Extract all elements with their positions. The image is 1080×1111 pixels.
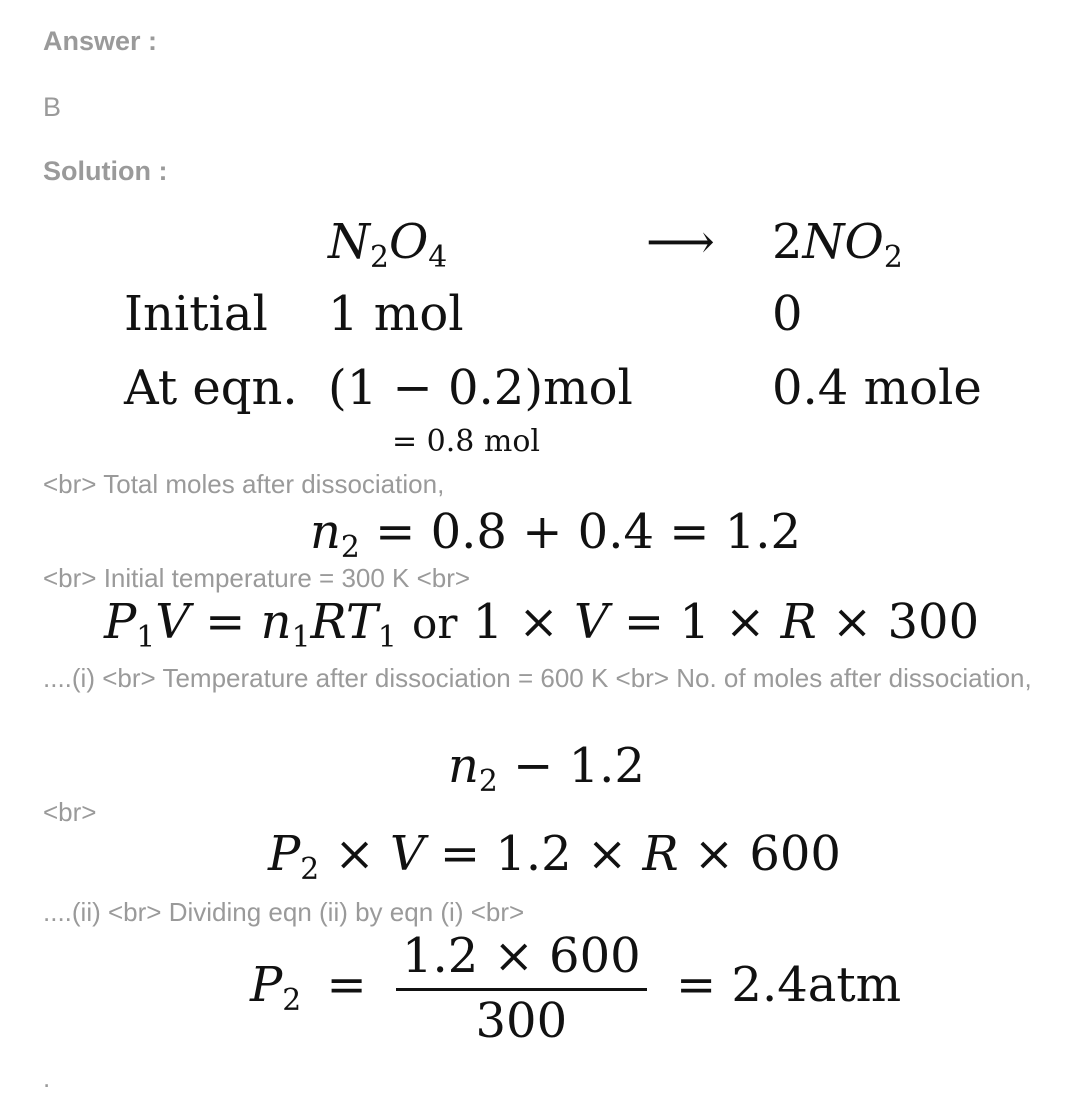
- reaction-arrow: ⟶: [646, 214, 715, 270]
- solution-label: Solution :: [43, 156, 168, 186]
- equation-ideal-gas-2: $P_2 \times V = 1.2 \times R \times 600$: [268, 826, 841, 887]
- initial-product: 0: [772, 286, 803, 342]
- equation-moles-repeat: $n_2 - 1.2$: [448, 738, 645, 799]
- equilibrium-reactant-note: = 0.8 mol: [392, 424, 541, 459]
- answer-value: B: [43, 92, 62, 122]
- answer-label: Answer :: [43, 26, 158, 56]
- note-initial-temperature: <br> Initial temperature = 300 K <br>: [43, 563, 471, 593]
- final-dot: .: [43, 1063, 51, 1093]
- note-dividing-equations: ....(ii) <br> Dividing eqn (ii) by eqn (i) <br>: [43, 897, 525, 927]
- note-line-break: <br>: [43, 797, 97, 827]
- equation-ideal-gas-1: $P_1V = n_1RT_1$ or 1 × V = 1 × R × 300: [104, 594, 980, 655]
- note-after-dissociation: ....(i) <br> Temperature after dissociation = 600 K <br> No. of moles after dissociation,: [43, 663, 1032, 693]
- fraction-denominator: 300: [475, 993, 568, 1049]
- equilibrium-product: 0.4 mole: [772, 360, 982, 416]
- fraction-numerator: 1.2 × 600: [396, 928, 647, 991]
- initial-reactant: 1 mol: [328, 286, 464, 342]
- equilibrium-row-label: At eqn.: [124, 360, 298, 416]
- equation-final-pressure: $P_2$ = $\frac{1.2 \times 600}{300}$ = 2.4atm: [250, 928, 902, 1049]
- equation-total-moles: $n_2 = 0.8 + 0.4 = 1.2$: [310, 504, 802, 565]
- equilibrium-reactant: (1 − 0.2)mol: [328, 360, 633, 416]
- reactant-formula: $N_2O_4$: [328, 214, 448, 275]
- initial-row-label: Initial: [124, 286, 268, 342]
- product-formula: $2NO_2$: [772, 214, 903, 275]
- pressure-fraction: [396, 928, 647, 1049]
- note-total-moles: <br> Total moles after dissociation,: [43, 469, 445, 499]
